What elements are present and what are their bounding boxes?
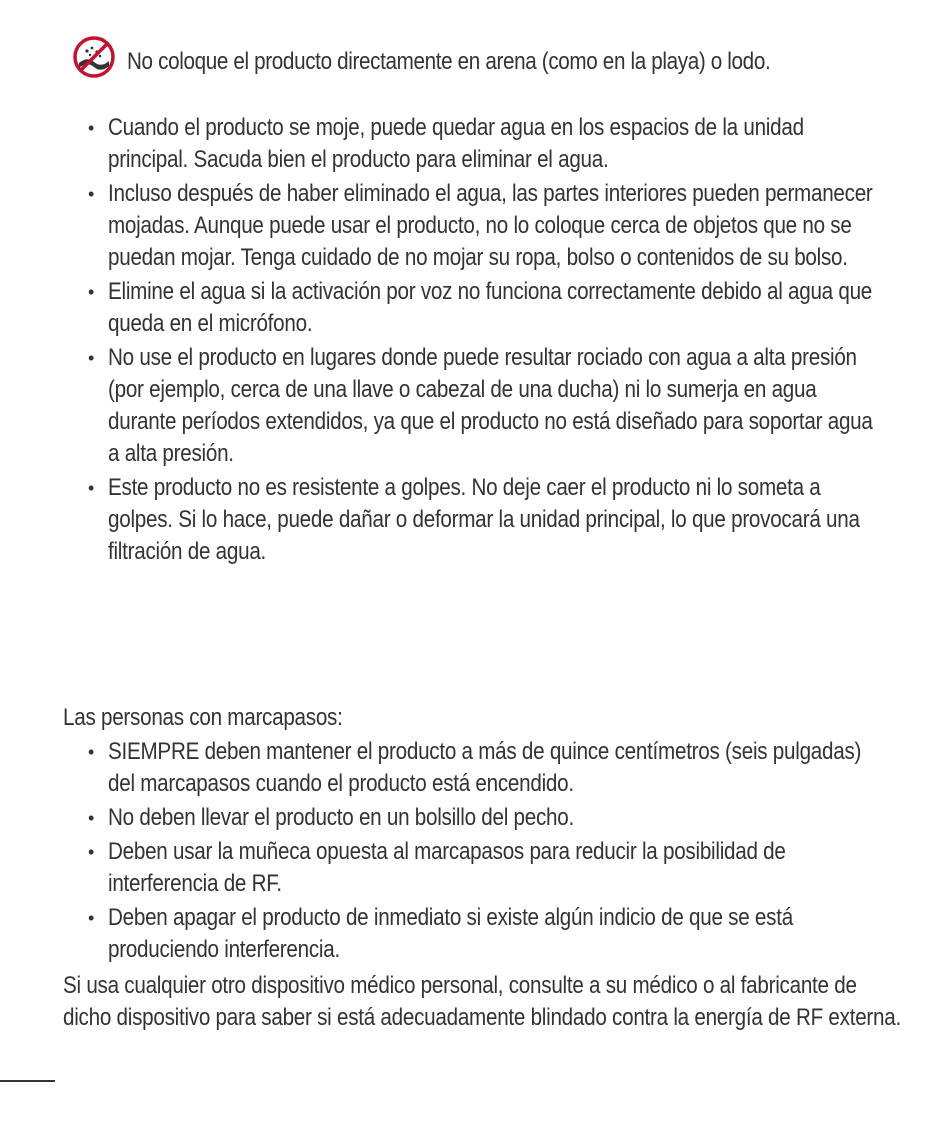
list-item xyxy=(88,342,938,470)
list-item xyxy=(88,802,938,834)
list-item xyxy=(88,276,938,340)
list-item-text: No use el producto en lugares donde puede resultar rociado con agua a alta presión (por ejemplo, cerca de una llave o cabezal de una ducha) ni lo sumerja en agua durante períodos extendidos, ya que el producto no está diseñado para soportar agua a alta presión. xyxy=(108,344,873,467)
bullet-icon: • xyxy=(88,808,95,828)
list-item xyxy=(88,472,938,568)
list-item-text: SIEMPRE deben mantener el producto a más de quince centímetros (seis pulgadas) del marcapasos cuando el producto está encendido. xyxy=(108,738,862,797)
bullet-icon: • xyxy=(88,118,95,138)
warning-row xyxy=(73,36,913,78)
water-precautions-list xyxy=(88,112,938,570)
bullet-icon: • xyxy=(88,908,95,928)
pacemaker-intro: Las personas con marcapasos: xyxy=(63,704,343,731)
list-item xyxy=(88,836,938,900)
bullet-icon: • xyxy=(88,282,95,302)
list-item xyxy=(88,736,938,800)
no-sand-mud-icon xyxy=(73,36,115,78)
list-item-text: Elimine el agua si la activación por voz no funciona correctamente debido al agua que queda en el micrófono. xyxy=(108,278,873,337)
pacemaker-list xyxy=(88,736,938,968)
list-item xyxy=(88,178,938,274)
footer-rule xyxy=(0,1080,55,1082)
bullet-icon: • xyxy=(88,478,95,498)
medical-device-note: Si usa cualquier otro dispositivo médico personal, consulte a su médico o al fabricante de dicho dispositivo para saber si está adecuadamente blindado contra la energía de RF externa. xyxy=(63,972,901,1031)
list-item-text: Este producto no es resistente a golpes. No deje caer el producto ni lo someta a golpes. Si lo hace, puede dañar o deformar la unidad principal, lo que provocará una filtración de agua. xyxy=(108,474,860,565)
bullet-icon: • xyxy=(88,184,95,204)
bullet-icon: • xyxy=(88,842,95,862)
list-item xyxy=(88,902,938,966)
list-item-text: Deben apagar el producto de inmediato si existe algún indicio de que se está produciendo interferencia. xyxy=(108,904,793,963)
list-item-text: No deben llevar el producto en un bolsillo del pecho. xyxy=(108,804,574,831)
list-item-text: Incluso después de haber eliminado el agua, las partes interiores pueden permanecer mojadas. Aunque puede usar el producto, no lo coloque cerca de objetos que no se puedan mojar. Tenga cuidado de no mojar su ropa, bolso o contenidos de su bolso. xyxy=(108,180,873,271)
warning-text: No coloque el producto directamente en arena (como en la playa) o lodo. xyxy=(127,48,771,75)
list-item-text: Deben usar la muñeca opuesta al marcapasos para reducir la posibilidad de interferencia de RF. xyxy=(108,838,786,897)
bullet-icon: • xyxy=(88,348,95,368)
bullet-icon: • xyxy=(88,742,95,762)
list-item-text: Cuando el producto se moje, puede quedar agua en los espacios de la unidad principal. Sacuda bien el producto para eliminar el agua. xyxy=(108,114,804,173)
list-item xyxy=(88,112,938,176)
